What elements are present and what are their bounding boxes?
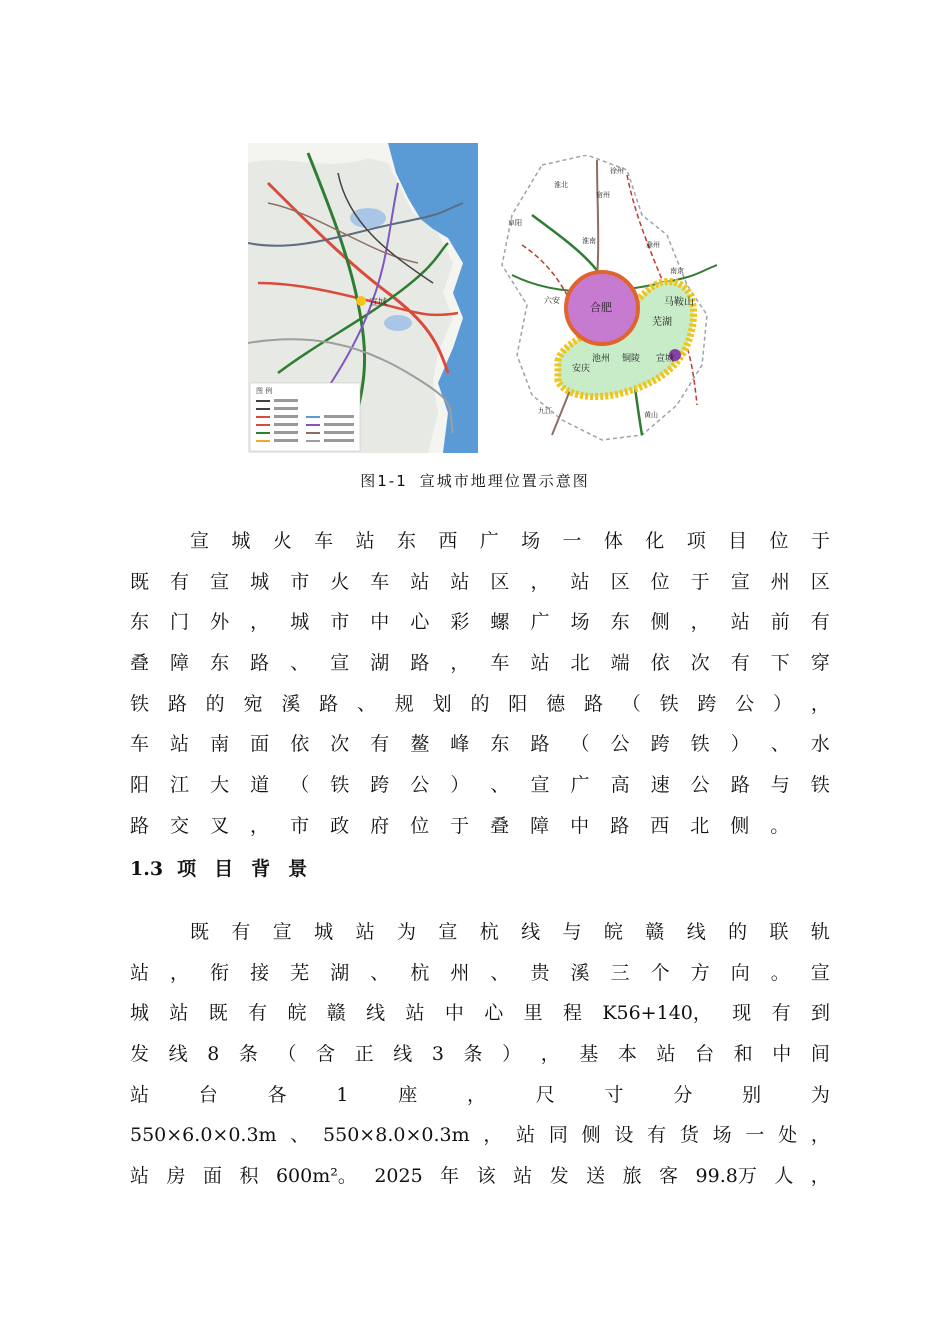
text-token: 年 xyxy=(440,1165,460,1188)
text-token: ， xyxy=(810,1124,830,1147)
text-token: 各 xyxy=(267,1083,287,1106)
text-glyph: 化 xyxy=(645,530,665,552)
text-glyph: 有 xyxy=(810,611,830,634)
text-glyph: ， xyxy=(530,570,550,593)
text-line xyxy=(130,643,830,684)
text-glyph: 火 xyxy=(272,530,292,552)
text-glyph: 站 xyxy=(530,652,550,675)
text-glyph: 侧 xyxy=(730,814,750,837)
text-token: 有 xyxy=(647,1124,667,1147)
text-token: 房 xyxy=(166,1165,186,1188)
text-glyph: 市 xyxy=(290,814,310,837)
text-token: ， xyxy=(466,1083,486,1106)
text-glyph: 宣 xyxy=(190,530,210,552)
text-glyph: （ xyxy=(290,774,310,797)
text-glyph: 州 xyxy=(770,570,790,593)
text-glyph: 有 xyxy=(730,652,750,675)
text-glyph: 叠 xyxy=(490,814,510,837)
text-glyph: 规 xyxy=(394,692,414,715)
text-line xyxy=(130,1156,830,1197)
text-glyph: 叉 xyxy=(210,814,230,837)
text-token: 有 xyxy=(771,1002,791,1025)
text-line xyxy=(130,765,830,806)
text-glyph: 广 xyxy=(570,774,590,797)
text-glyph: 车 xyxy=(314,530,334,552)
text-token: 到 xyxy=(810,1002,830,1025)
text-token: K56+140， xyxy=(602,1002,712,1025)
text-token: 程 xyxy=(562,1002,582,1025)
text-line xyxy=(130,602,830,643)
text-token: 贵 xyxy=(530,961,550,984)
text-glyph: 火 xyxy=(330,570,350,593)
text-glyph: 峰 xyxy=(450,733,470,756)
text-token: ， xyxy=(483,1124,503,1147)
text-token: 既 xyxy=(208,1002,228,1025)
text-glyph: 障 xyxy=(170,652,190,675)
text-token: 向 xyxy=(730,961,750,984)
text-line xyxy=(130,912,830,953)
text-token: 8 xyxy=(207,1043,220,1066)
text-token: 赣 xyxy=(645,921,665,943)
text-token: 处 xyxy=(778,1124,798,1147)
text-line xyxy=(130,993,830,1034)
text-token: 、 xyxy=(370,961,390,984)
text-glyph: 市 xyxy=(290,570,310,593)
anhui-region-map xyxy=(492,155,728,447)
text-glyph: 城 xyxy=(290,611,310,634)
text-glyph: ） xyxy=(730,733,750,756)
text-glyph: 体 xyxy=(603,530,623,552)
text-token: ， xyxy=(540,1043,560,1066)
text-glyph: 阳 xyxy=(130,774,150,797)
text-glyph: 路 xyxy=(167,692,187,715)
text-glyph: 有 xyxy=(170,570,190,593)
text-token: 站 xyxy=(130,961,150,984)
text-token: 设 xyxy=(614,1124,634,1147)
text-token: 台 xyxy=(695,1043,715,1066)
text-glyph: 场 xyxy=(570,611,590,634)
text-glyph: 市 xyxy=(330,611,350,634)
text-token: 的 xyxy=(728,921,748,943)
text-glyph: 路 xyxy=(250,652,270,675)
xuancheng-marker xyxy=(356,296,366,306)
text-glyph: 大 xyxy=(210,774,230,797)
text-token: 550×8.0×0.3m xyxy=(323,1124,470,1147)
text-glyph: 宣 xyxy=(530,774,550,797)
text-token: 寸 xyxy=(604,1083,624,1106)
text-glyph: 穿 xyxy=(810,652,830,675)
text-glyph: 依 xyxy=(290,733,310,756)
text-token: 方 xyxy=(690,961,710,984)
text-glyph: 东 xyxy=(130,611,150,634)
text-token: 有 xyxy=(231,921,251,943)
text-token: ， xyxy=(810,1165,830,1188)
text-glyph: 于 xyxy=(810,530,830,552)
text-glyph: 一 xyxy=(562,530,582,552)
text-glyph: 铁 xyxy=(659,692,679,715)
caption-number: 图1-1 xyxy=(360,472,408,490)
text-glyph: 路 xyxy=(583,692,603,715)
text-glyph: 侧 xyxy=(650,611,670,634)
map-city-label: 安庆 xyxy=(572,364,591,374)
text-glyph: 路 xyxy=(319,692,339,715)
text-glyph: ） xyxy=(773,692,793,715)
text-glyph: 西 xyxy=(438,530,458,552)
text-glyph: 跨 xyxy=(650,733,670,756)
text-glyph: 宣 xyxy=(730,570,750,593)
xuancheng-label: 宣城 xyxy=(369,298,388,308)
text-glyph: 南 xyxy=(210,733,230,756)
text-token: 本 xyxy=(617,1043,637,1066)
text-token: 杭 xyxy=(479,921,499,943)
text-token: 站 xyxy=(656,1043,676,1066)
text-token: 人 xyxy=(774,1165,794,1188)
text-token: 里 xyxy=(523,1002,543,1025)
text-token: 站 xyxy=(130,1165,150,1188)
text-glyph: 城 xyxy=(231,530,251,552)
text-token: 含 xyxy=(316,1043,336,1066)
text-glyph: 区 xyxy=(490,570,510,593)
text-line xyxy=(130,724,830,765)
text-token: （ xyxy=(277,1043,297,1066)
text-token: 场 xyxy=(712,1124,732,1147)
text-token: 、 xyxy=(290,1124,310,1147)
text-glyph: 宣 xyxy=(210,570,230,593)
text-token: 正 xyxy=(354,1043,374,1066)
text-glyph: ， xyxy=(450,652,470,675)
text-token: 分 xyxy=(673,1083,693,1106)
text-glyph: 中 xyxy=(570,814,590,837)
text-glyph: 高 xyxy=(610,774,630,797)
text-glyph: 湖 xyxy=(370,652,390,675)
text-glyph: 公 xyxy=(735,692,755,715)
text-token: 和 xyxy=(733,1043,753,1066)
text-line xyxy=(130,953,830,994)
map-city-label: 九江 xyxy=(538,407,552,415)
text-token: 基 xyxy=(579,1043,599,1066)
map-city-label: 淮北 xyxy=(554,181,568,189)
map-city-label: 黄山 xyxy=(644,411,658,419)
text-glyph: 跨 xyxy=(370,774,390,797)
text-glyph: 有 xyxy=(370,733,390,756)
text-token: 现 xyxy=(732,1002,752,1025)
text-token: ， xyxy=(170,961,190,984)
text-glyph: 站 xyxy=(410,570,430,593)
text-token: 600m²。 xyxy=(275,1165,357,1188)
text-glyph: 站 xyxy=(355,530,375,552)
text-token: 线 xyxy=(168,1043,188,1066)
caption-text: 宣城市地理位置示意图 xyxy=(419,472,590,490)
text-glyph: 次 xyxy=(330,733,350,756)
text-glyph: ） xyxy=(450,774,470,797)
text-glyph: 德 xyxy=(546,692,566,715)
text-glyph: 鳌 xyxy=(410,733,430,756)
map-city-label: 池州 xyxy=(592,354,611,364)
text-glyph: 车 xyxy=(370,570,390,593)
text-glyph: 与 xyxy=(770,774,790,797)
text-token: 赣 xyxy=(326,1002,346,1025)
text-glyph: 位 xyxy=(650,570,670,593)
text-glyph: 依 xyxy=(650,652,670,675)
text-glyph: 道 xyxy=(250,774,270,797)
text-token: 货 xyxy=(679,1124,699,1147)
text-glyph: 、 xyxy=(356,692,376,715)
map-city-label: 芜湖 xyxy=(652,317,672,328)
text-token: 侧 xyxy=(581,1124,601,1147)
figure-maps xyxy=(248,143,728,453)
text-glyph: 江 xyxy=(170,774,190,797)
text-token: 一 xyxy=(745,1124,765,1147)
text-token: 宣 xyxy=(438,921,458,943)
text-glyph: 路 xyxy=(610,814,630,837)
text-glyph: 公 xyxy=(410,774,430,797)
text-glyph: 东 xyxy=(490,733,510,756)
text-token: 99.8万 xyxy=(695,1165,757,1188)
text-glyph: 叠 xyxy=(130,652,150,675)
text-glyph: 铁 xyxy=(130,692,150,715)
map-city-label: 徐州 xyxy=(610,167,624,175)
text-line xyxy=(130,562,830,603)
text-glyph: 北 xyxy=(570,652,590,675)
text-glyph: 站 xyxy=(730,611,750,634)
text-glyph: 次 xyxy=(690,652,710,675)
map-city-label: 宿州 xyxy=(596,191,610,199)
text-token: 面 xyxy=(202,1165,222,1188)
text-token: 客 xyxy=(659,1165,679,1188)
text-token: 湖 xyxy=(330,961,350,984)
text-glyph: ， xyxy=(250,611,270,634)
text-token: 。 xyxy=(770,961,790,984)
text-token: 送 xyxy=(586,1165,606,1188)
text-glyph: 车 xyxy=(490,652,510,675)
text-token: 台 xyxy=(198,1083,218,1106)
text-glyph: ， xyxy=(690,611,710,634)
text-glyph: 门 xyxy=(170,611,190,634)
text-line xyxy=(130,806,830,847)
text-token: 站 xyxy=(516,1124,536,1147)
text-token: 皖 xyxy=(287,1002,307,1025)
paragraph-background xyxy=(130,912,830,1197)
text-token: 该 xyxy=(476,1165,496,1188)
text-glyph: 场 xyxy=(521,530,541,552)
text-token: 线 xyxy=(393,1043,413,1066)
text-token: 中 xyxy=(444,1002,464,1025)
text-token: 、 xyxy=(490,961,510,984)
text-glyph: （ xyxy=(621,692,641,715)
text-glyph: 路 xyxy=(410,652,430,675)
text-token: 发 xyxy=(130,1043,150,1066)
map-city-label: 滁州 xyxy=(646,241,660,249)
text-token: 芜 xyxy=(290,961,310,984)
text-glyph: ， xyxy=(250,814,270,837)
text-glyph: 铁 xyxy=(810,774,830,797)
text-glyph: 中 xyxy=(370,611,390,634)
text-glyph: 位 xyxy=(769,530,789,552)
text-glyph: 目 xyxy=(728,530,748,552)
legend-title: 图 例 xyxy=(256,387,273,395)
text-glyph: 前 xyxy=(770,611,790,634)
text-token: 宣 xyxy=(272,921,292,943)
map-city-label: 合肥 xyxy=(590,301,612,314)
text-glyph: 的 xyxy=(470,692,490,715)
text-glyph: （ xyxy=(570,733,590,756)
text-token: 座 xyxy=(398,1083,418,1106)
text-glyph: 北 xyxy=(690,814,710,837)
text-glyph: 路 xyxy=(530,733,550,756)
text-token: 三 xyxy=(610,961,630,984)
text-glyph: 路 xyxy=(730,774,750,797)
text-token: 条 xyxy=(463,1043,483,1066)
text-token: 与 xyxy=(562,921,582,943)
text-glyph: 既 xyxy=(130,570,150,593)
text-glyph: 路 xyxy=(130,814,150,837)
text-glyph: 区 xyxy=(810,570,830,593)
map-city-label: 淮南 xyxy=(582,237,596,245)
map-city-label: 南京 xyxy=(670,267,684,275)
text-glyph: 溪 xyxy=(281,692,301,715)
text-glyph: 宛 xyxy=(243,692,263,715)
text-glyph: 站 xyxy=(570,570,590,593)
text-glyph: 西 xyxy=(650,814,670,837)
text-glyph: 的 xyxy=(205,692,225,715)
text-token: 发 xyxy=(549,1165,569,1188)
text-glyph: 区 xyxy=(610,570,630,593)
text-glyph: 站 xyxy=(450,570,470,593)
text-glyph: 于 xyxy=(450,814,470,837)
text-token: 站 xyxy=(130,1083,150,1106)
text-token: 550×6.0×0.3m xyxy=(130,1124,277,1147)
text-glyph: 跨 xyxy=(697,692,717,715)
text-token: 既 xyxy=(190,921,210,943)
map-city-label: 宣城 xyxy=(656,354,675,364)
map-city-label: 阜阳 xyxy=(508,219,522,227)
text-token: 线 xyxy=(366,1002,386,1025)
text-glyph: 速 xyxy=(650,774,670,797)
text-line xyxy=(130,684,830,725)
text-token: 中 xyxy=(772,1043,792,1066)
text-glyph: 端 xyxy=(610,652,630,675)
text-token: 尺 xyxy=(535,1083,555,1106)
text-token: 站 xyxy=(513,1165,533,1188)
text-token: 站 xyxy=(355,921,375,943)
text-token: 为 xyxy=(396,921,416,943)
figure-caption xyxy=(0,470,950,491)
text-token: 联 xyxy=(769,921,789,943)
text-glyph: 位 xyxy=(410,814,430,837)
text-token: 站 xyxy=(169,1002,189,1025)
text-glyph: 广 xyxy=(530,611,550,634)
text-glyph: 。 xyxy=(770,814,790,837)
text-token: 城 xyxy=(314,921,334,943)
section-number: 1.3 xyxy=(130,858,164,880)
text-glyph: 公 xyxy=(690,774,710,797)
text-line xyxy=(130,1075,830,1116)
text-glyph: ， xyxy=(810,692,830,715)
map-city-label: 六安 xyxy=(544,296,560,305)
text-token: 有 xyxy=(248,1002,268,1025)
text-token: 旅 xyxy=(622,1165,642,1188)
text-glyph: 、 xyxy=(770,733,790,756)
text-token: 个 xyxy=(650,961,670,984)
section-title: 项目背景 xyxy=(177,858,326,880)
text-token: 1 xyxy=(336,1083,349,1106)
text-token: 皖 xyxy=(603,921,623,943)
section-heading xyxy=(130,855,325,883)
text-token: ） xyxy=(502,1043,522,1066)
text-token: 接 xyxy=(250,961,270,984)
map-city-label: 马鞍山 xyxy=(664,297,694,308)
text-glyph: 站 xyxy=(170,733,190,756)
text-token: 3 xyxy=(431,1043,444,1066)
text-glyph: 宣 xyxy=(330,652,350,675)
text-token: 同 xyxy=(548,1124,568,1147)
text-glyph: 螺 xyxy=(490,611,510,634)
text-line xyxy=(130,1115,830,1156)
text-token: 2025 xyxy=(374,1165,423,1188)
text-glyph: 、 xyxy=(290,652,310,675)
text-token: 线 xyxy=(686,921,706,943)
text-glyph: 公 xyxy=(610,733,630,756)
text-glyph: 东 xyxy=(210,652,230,675)
text-glyph: 、 xyxy=(490,774,510,797)
text-token: 州 xyxy=(450,961,470,984)
text-token: 宣 xyxy=(810,961,830,984)
text-token: 为 xyxy=(810,1083,830,1106)
paragraph-location xyxy=(130,521,830,847)
text-token: 积 xyxy=(239,1165,259,1188)
text-glyph: 府 xyxy=(370,814,390,837)
text-glyph: 广 xyxy=(479,530,499,552)
text-token: 条 xyxy=(238,1043,258,1066)
text-glyph: 车 xyxy=(130,733,150,756)
text-token: 杭 xyxy=(410,961,430,984)
text-glyph: 水 xyxy=(810,733,830,756)
text-glyph: 彩 xyxy=(450,611,470,634)
text-glyph: 交 xyxy=(170,814,190,837)
text-glyph: 阳 xyxy=(508,692,528,715)
text-glyph: 铁 xyxy=(330,774,350,797)
text-glyph: 于 xyxy=(690,570,710,593)
text-token: 溪 xyxy=(570,961,590,984)
text-glyph: 外 xyxy=(210,611,230,634)
text-token: 轨 xyxy=(810,921,830,943)
text-line xyxy=(130,521,830,562)
text-glyph: 面 xyxy=(250,733,270,756)
text-token: 站 xyxy=(405,1002,425,1025)
text-line xyxy=(130,1034,830,1075)
text-glyph: 项 xyxy=(686,530,706,552)
text-token: 城 xyxy=(130,1002,150,1025)
text-glyph: 政 xyxy=(330,814,350,837)
text-glyph: 划 xyxy=(432,692,452,715)
text-token: 衔 xyxy=(210,961,230,984)
text-glyph: 铁 xyxy=(690,733,710,756)
text-token: 心 xyxy=(484,1002,504,1025)
map-city-label: 铜陵 xyxy=(622,354,641,364)
text-token: 间 xyxy=(810,1043,830,1066)
text-token: 别 xyxy=(742,1083,762,1106)
text-token: 线 xyxy=(521,921,541,943)
text-glyph: 障 xyxy=(530,814,550,837)
regional-rail-map xyxy=(248,143,478,453)
text-glyph: 心 xyxy=(410,611,430,634)
text-glyph: 城 xyxy=(250,570,270,593)
text-glyph: 东 xyxy=(610,611,630,634)
text-glyph: 下 xyxy=(770,652,790,675)
text-glyph: 东 xyxy=(396,530,416,552)
